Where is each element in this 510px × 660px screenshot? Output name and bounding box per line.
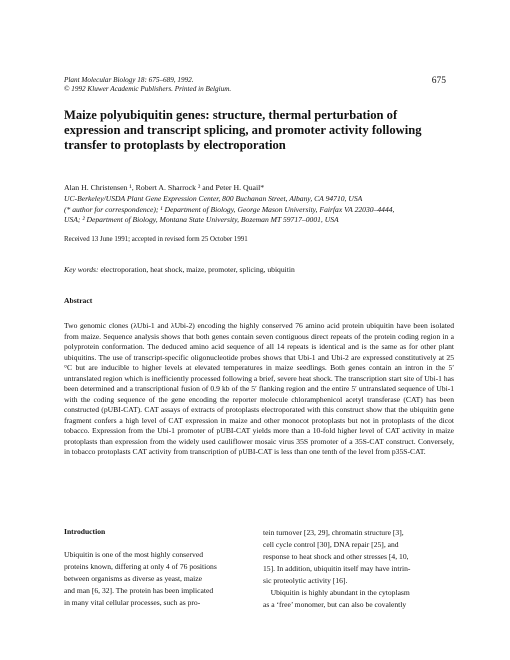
introduction-heading: Introduction <box>64 527 106 536</box>
keywords-text: electroporation, heat shock, maize, promoter, splicing, ubiquitin <box>100 265 295 274</box>
text-line: response to heat shock and other stresses [4, 10, <box>263 552 409 561</box>
text-line: and man [6, 32]. The protein has been implicated <box>64 586 214 595</box>
text-line: in many vital cellular processes, such as pro- <box>64 598 201 607</box>
keywords-label: Key words: <box>64 265 99 274</box>
journal-citation: Plant Molecular Biology 18: 675–689, 1992. <box>64 76 194 84</box>
abstract-body: Two genomic clones (λUbi-1 and λUbi-2) encoding the highly conserved 76 amino acid protein ubiquitin have been isolated from maize. Sequence analysis shows that both genes contain seven contiguous direct repeats of the protein coding region in a polyprotein conformation. The deduced amino acid sequence of all 14 repeats is identical and is the same as for other plant ubiquitins. The use of transcript-specific oligonucleotide probes shows that Ubi-1 and Ubi-2 are expressed constitutively at 25 °C but are inducible to higher levels at elevated temperatures in maize seedlings. Both genes contain an intron in the 5′ untranslated region which is inefficiently processed following a brief, severe heat shock. The transcription start site of Ubi-1 has been determined and a transcriptional fusion of 0.9 kb of the 5′ flanking region and the entire 5′ untranslated sequence of Ubi-1 with the coding sequence of the gene encoding the reporter molecule chloramphenicol acetyl transferase (CAT) has been constructed (pUBI-CAT). CAT assays of extracts of protoplasts electroporated with this construct show that the ubiquitin gene fragment confers a high level of CAT expression in maize and other monocot protoplasts but not in protoplasts of the dicot tobacco. Expression from the Ubi-1 promoter of pUBI-CAT yields more than a 10-fold higher level of CAT activity in maize protoplasts than expression from the widely used cauliflower mosaic virus 35S promoter of a 35S-CAT construct. Conversely, in tobacco protoplasts CAT activity from transcription of pUBI-CAT is less than one tenth of the level from p35S-CAT. <box>64 321 454 456</box>
text-line: proteins known, differing at only 4 of 76 positions <box>64 562 217 571</box>
text-line: as a ‘free’ monomer, but can also be covalently <box>263 600 407 609</box>
author-list: Alan H. Christensen ¹, Robert A. Sharrock ² and Peter H. Quail* <box>64 183 265 192</box>
text-line: between organisms as diverse as yeast, maize <box>64 574 202 583</box>
text-line: cell cycle control [30], DNA repair [25], and <box>263 540 399 549</box>
abstract-heading: Abstract <box>64 296 93 305</box>
introduction-text-right <box>263 527 453 611</box>
copyright-line: © 1992 Kluwer Academic Publishers. Printed in Belgium. <box>64 85 232 93</box>
affiliation-line: UC-Berkeley/USDA Plant Gene Expression Center, 800 Buchanan Street, Albany, CA 94710, USA <box>64 194 363 203</box>
affiliations <box>64 194 464 226</box>
text-line: Ubiquitin is one of the most highly conserved <box>64 550 203 559</box>
journal-header <box>64 76 231 94</box>
text-line: 15]. In addition, ubiquitin itself may have intrin- <box>263 564 411 573</box>
introduction-text-left <box>64 549 250 609</box>
text-line: sic proteolytic activity [16]. <box>263 576 348 585</box>
received-dates: Received 13 June 1991; accepted in revised form 25 October 1991 <box>64 236 248 243</box>
affiliation-line: USA; ² Department of Biology, Montana State University, Bozeman MT 59717–0001, USA <box>64 215 339 224</box>
paper-title: Maize polyubiquitin genes: structure, thermal perturbation of expression and transcript splicing, and promoter activity following transfer to protoplasts by electroporation <box>64 108 422 152</box>
keywords <box>64 265 295 274</box>
page-number: 675 <box>431 76 446 86</box>
text-line: tein turnover [23, 29], chromatin structure [3], <box>263 528 404 537</box>
affiliation-line: (* author for correspondence); ¹ Department of Biology, George Mason University, Fairfax VA 22030–4444, <box>64 204 395 214</box>
text-line: Ubiquitin is highly abundant in the cytoplasm <box>263 588 410 597</box>
